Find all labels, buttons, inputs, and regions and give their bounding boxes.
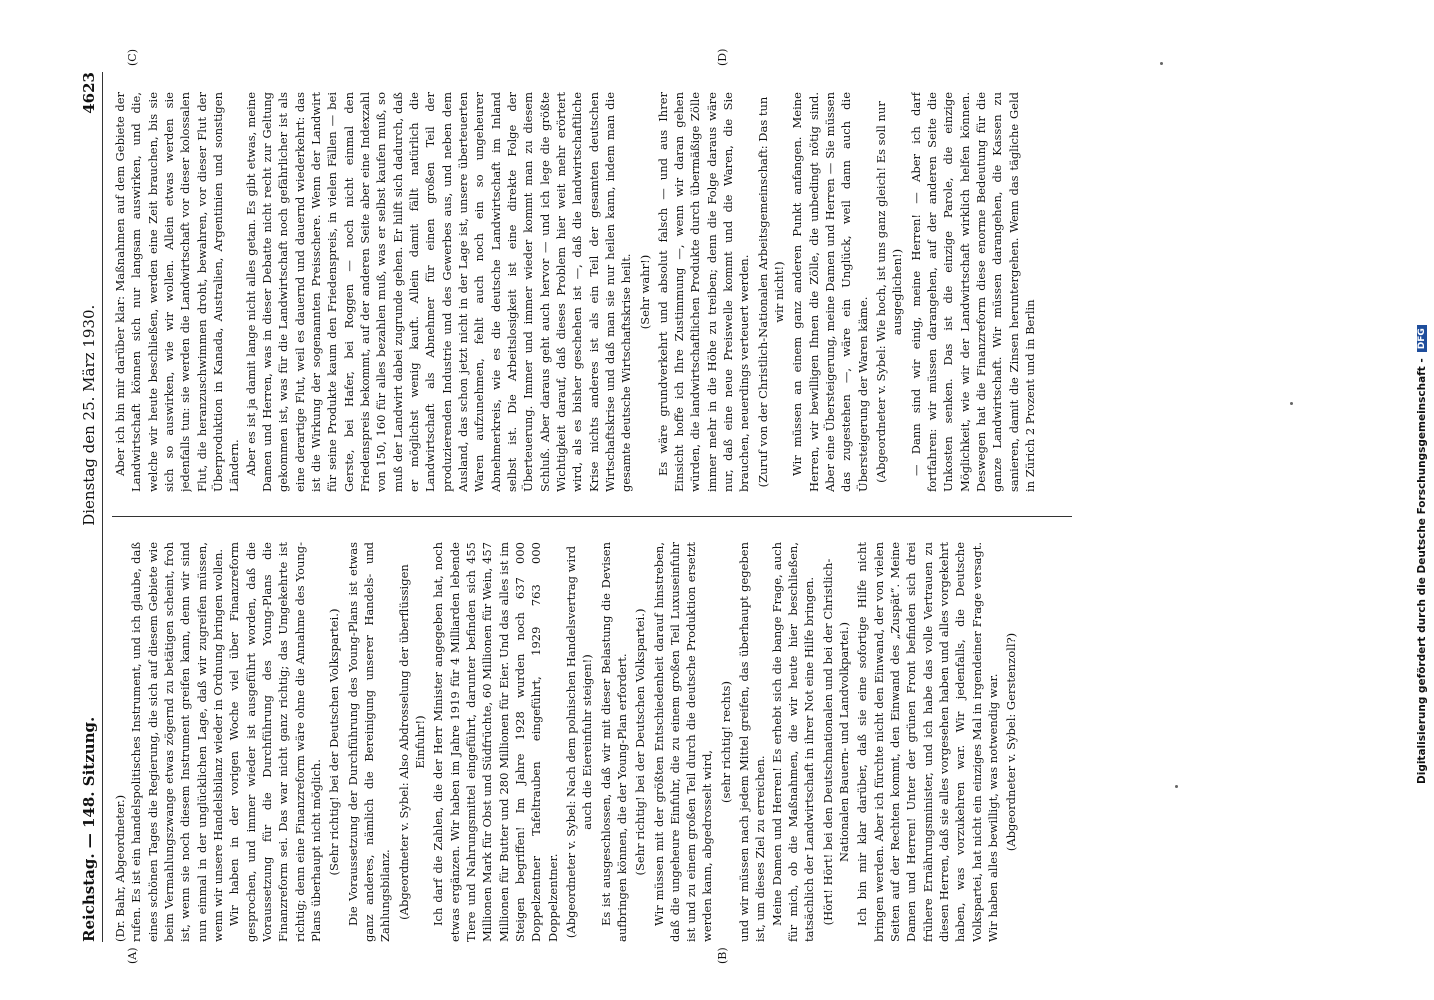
speaker-head: (Dr. Bahr, Abgeordneter.) [113, 794, 127, 942]
interjection: (sehr richtig! rechts) [718, 681, 733, 803]
paragraph: Ich darf die Zahlen, die der Herr Minister angegeben hat, noch etwas ergänzen. Wir haben im Jahre 1919 für 4 Milliarden lebende Tiere und Nahrungsmittel eingeführt, darunter befinden sich 455 Millionen Mark für Obst und Südfrüchte, 60 Millionen für Wein, 457 Millionen für Butter und 280 Millionen für Eier. Und das alles ist im Steigen begriffen! Im Jahre 1928 wurden noch 637 000 Doppelzentner Tafeltrauben eingeführt, 1929 763 000 Doppelzentner. [431, 542, 560, 942]
paragraph: Ich bin mir klar darüber, daß sie eine sofortige Hilfe nicht bringen werden. Aber ich fürchte nicht den Einwand, der von vielen Seiten auf der Rechten kommt, den Einwand des „Zuspät“. Meine Damen und Herren! Unter der grünen Front befinden sich drei frühere Ernährungsminister, und ich habe das volle Vertrauen zu diesen Herren, daß sie alles vorgesehen haben und alles vorgekehrt haben, was vorzukehren war. Wir jedenfalls, die Deutsche Volkspartei, hat nicht ein einziges Mal in irgendeiner Frage versagt. Wir haben alles bewilligt, was notwendig war. [855, 542, 1001, 942]
margin-marker-c: (C) [126, 49, 139, 66]
digitization-credit-text [1412, 14, 1432, 784]
dfg-logo: DFG [1417, 325, 1427, 352]
margin-marker-a: (A) [126, 947, 139, 964]
interjection: (Sehr wahr!) [637, 254, 652, 330]
column-divider [112, 516, 1072, 517]
paragraph: Es ist ausgeschlossen, daß wir mit dieser Belastung die Devisen aufbringen können, die der Young-Plan erfordert. [598, 542, 629, 942]
paragraph: Es wäre grundverkehrt und absolut falsch — und aus Ihrer Einsicht hoffe ich Ihre Zustimmung —, wenn wir daran gehen würden, die landwirtschaftlichen Produkte durch übermäßige Zölle immer mehr in die Höhe zu treiben; denn die Folge daraus wäre nur, daß eine neue Preiswelle kommt und die Waren, die Sie brauchen, neuerdings verteuert werden. [655, 92, 752, 492]
page-content [76, 48, 1092, 964]
interjection: (Hört! Hört! bei den Deutschnationalen und bei der Christlich-Nationalen Bauern- und Landvolkpartei.) [820, 558, 852, 926]
interjection: (Abgeordneter v. Sybel: Wie hoch, ist uns ganz gleich! Es soll nur ausgeglichen!) [874, 101, 905, 483]
paragraph: — Dann sind wir einig, meine Herren! — Aber ich darf fortfahren: wir müssen darangehen, auf der anderen Seite die Unkosten senken. Das ist die einzige Parole, die einzige Möglichkeit, wie wir der Landwirtschaft wirklich helfen können. Deswegen hat die Finanzreform diese enorme Bedeutung für die ganze Landwirtschaft. Wir müssen darangehen, die Kassen zu sanieren, damit die Zinsen heruntergehen. Wenn das tägliche Geld in Zürich 2 Prozent und in Berlin [908, 92, 1038, 492]
margin-marker-b: (B) [716, 947, 729, 964]
page-header [76, 72, 103, 942]
header-date: Dienstag den 25. März 1930. [80, 304, 98, 526]
paragraph: Wir haben in der vorigen Woche viel über Finanzreform gesprochen, und immer wieder ist ausgeführt worden, daß die Voraussetzung für die Durchführung des Young-Plans die Finanzreform sei. Das war nicht ganz richtig; das Umgekehrte ist richtig; denn eine Finanzreform wäre ohne die Annahme des Young-Plans überhaupt nicht möglich. [227, 542, 323, 942]
left-column [112, 542, 1082, 942]
interjection: (Abgeordneter v. Sybel: Nach dem polnischen Handelsvertrag wird auch die Eiereinfuhr steigen!) [563, 545, 595, 939]
paragraph: und wir müssen nach jedem Mittel greifen, das überhaupt gegeben ist, um dieses Ziel zu erreichen. [737, 542, 768, 942]
scan-speck [1175, 785, 1178, 788]
paragraph: Die Voraussetzung der Durchführung des Young-Plans ist etwas ganz anderes, nämlich die Bereinigung unserer Handels- und Zahlungsbilanz. [345, 542, 393, 942]
scan-speck [1290, 402, 1293, 405]
digitization-credit [1412, 14, 1432, 784]
paragraph: Meine Damen und Herren! Es erhebt sich die bange Frage, auch für mich, ob die Maßnahmen, die wir heute hier beschließen, tatsächlich der Landwirtschaft in ihrer Not eine Hilfe bringen. [769, 542, 817, 942]
interjection: (Abgeordneter v. Sybel: Gerstenzoll?) [1004, 632, 1019, 852]
rotated-page [76, 48, 1092, 964]
scan-speck [1160, 62, 1163, 65]
right-column [112, 92, 1082, 492]
margin-marker-d: (D) [716, 48, 729, 66]
paragraph: Wir müssen mit der größten Entschiedenheit darauf hinstreben, daß die ungeheure Einfuhr, die zu einem großen Teil Luxuseinfuhr ist und zu einem großen Teil durch die deutsche Produktion ersetzt werden kann, abgedrosselt wird, [651, 542, 715, 942]
paragraph: Aber ich bin mir darüber klar: Maßnahmen auf dem Gebiete der Landwirtschaft können sich nur langsam auswirken, und die, welche wir heute beschließen, werden eine Zeit brauchen, bis sie sich so auswirken, wie wir wollen. Allein etwas werden sie jedenfalls tun: sie werden die Landwirtschaft vor dieser kolossalen Flut, die heranzuschwimmen droht, bewahren, vor dieser Flut der Überproduktion in Kanada, Australien, Argentinien und sonstigen Ländern. [113, 92, 242, 492]
interjection: (Abgeordneter v. Sybel: Also Abdrosselung der überflüssigen Einfuhr!) [396, 564, 427, 920]
paragraph: Wir müssen an einem ganz anderen Punkt anfangen. Meine Herren, wir bewilligen Ihnen die Zölle, die unbedingt nötig sind. Aber eine Übersteigerung, meine Damen und Herren — Sie müssen das zugestehen —, wäre ein Unglück, weil dann auch die Übersteigerung der Waren käme. [790, 92, 870, 492]
paragraph: Aber es ist ja damit lange nicht alles getan. Es gibt etwas, meine Damen und Herren, was in dieser Debatte nicht recht zur Geltung gekommen ist, was für die Landwirtschaft noch gefährlicher ist als eine derartige Flut, weil es dauernd und dauernd wiederkehrt: das ist die Wirkung der sogenannten Preisschere. Wenn der Landwirt für seine Produkte kaum den Friedenspreis, in vielen Fällen — bei Gerste, bei Hafer, bei Roggen — noch nicht einmal den Friedenspreis bekommt, auf der anderen Seite aber eine Indexzahl von 150, 160 für alles bezahlen muß, was er selbst kaufen muß, so muß der Landwirt dabei zugrunde gehen. Er hilft sich dadurch, daß er möglichst wenig kauft. Allein damit fällt natürlich die Landwirtschaft als Abnehmer für einen großen Teil der produzierenden Industrie und des Gewerbes aus, und neben dem Ausland, das schon jetzt nicht in der Lage ist, unsere überteuerten Waren aufzunehmen, fehlt auch noch ein so ungeheurer Abnehmerkreis, wie es die deutsche Landwirtschaft im Inland selbst ist. Die Arbeitslosigkeit ist eine direkte Folge der Überteuerung. Immer und immer wieder kommt man zu diesem Schluß. Aber daraus geht auch hervor — und ich lege die größte Wichtigkeit darauf, daß dieses Problem hier weit mehr erörtert wird, als es bisher geschehen ist —, daß die landwirtschaftliche Krise nichts anderes ist als ein Teil der gesamten deutschen Wirtschaftskrise und daß man sie nur heilen kann, indem man die gesamte deutsche Wirtschaftskrise heilt. [243, 92, 634, 492]
interjection: (Zuruf von der Christlich-Nationalen Arbeitsgemeinschaft: Das tun wir nicht!) [755, 96, 787, 488]
paragraph: rufen. Es ist ein handelspolitisches Instrument, und ich glaube, daß eines schönen Tages die Regierung, die sich auf diesem Gebiete wie beim Vermahlungszwange etwas zögernd zu betätigen scheint, froh ist, wenn sie noch diesem Instrument greifen kann, denn wir sind nun einmal in der unglücklichen Lage, daß wir zugreifen müssen, wenn wir unsere Handelsbilanz wieder in Ordnung bringen wollen. [129, 542, 225, 942]
interjection: (Sehr richtig! bei der Deutschen Volkspartei.) [633, 608, 648, 876]
header-session: Reichstag. — 148. Sitzung. [80, 716, 98, 942]
interjection: (Sehr richtig! bei der Deutschen Volkspartei.) [327, 608, 342, 876]
page-number: 4623 [80, 72, 98, 114]
credit-text: Digitalisierung gefördert durch die Deutsche Forschungsgemeinschaft - [1416, 358, 1428, 784]
